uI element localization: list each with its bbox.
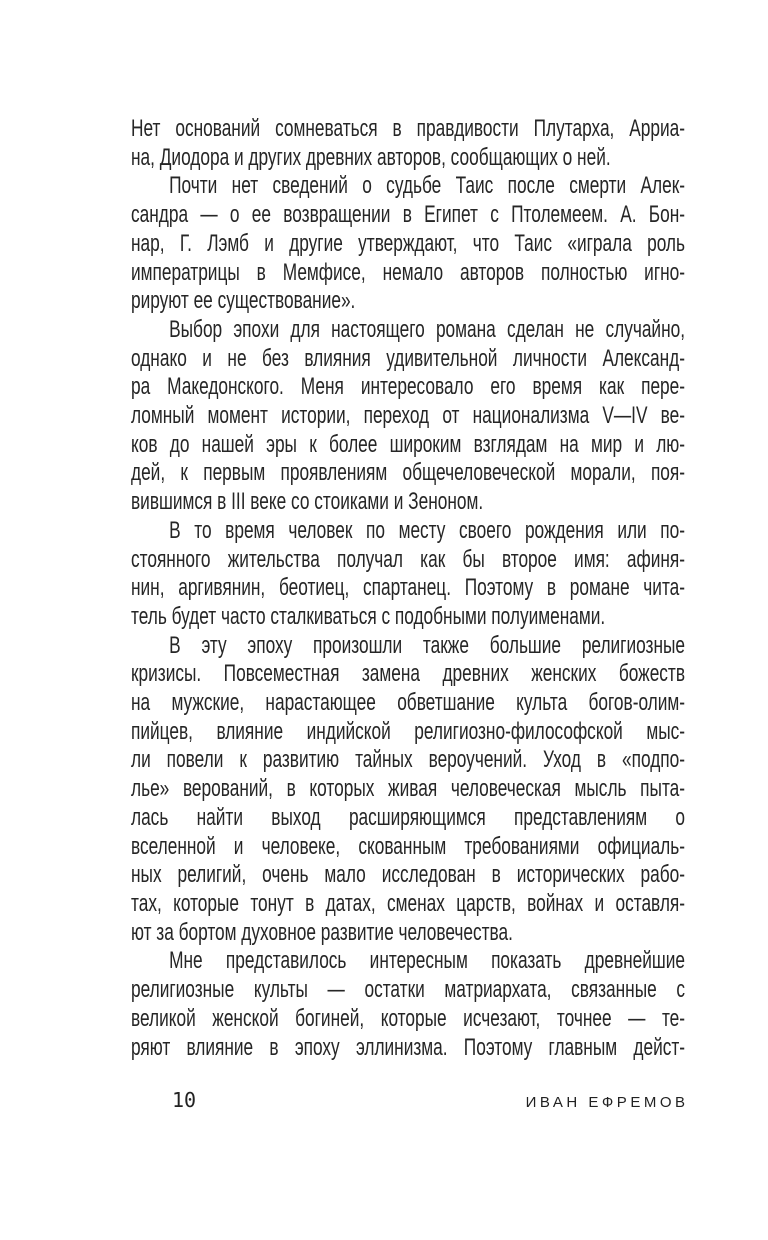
text-line: ра Македонского. Меня интересовало его время как пере- [131, 373, 686, 401]
text-line: ломный момент истории, переход от национализма V—IV ве- [131, 402, 686, 430]
text-line: на, Диодора и других древних авторов, сообщающих о ней. [131, 143, 611, 171]
text-line: ли повели к развитию тайных вероучений. Уход в «подпо- [131, 746, 686, 774]
text-line: нин, аргивянин, беотиец, спартанец. Поэтому в романе чита- [131, 574, 686, 602]
text-line: императрицы в Мемфисе, немало авторов полностью игно- [131, 258, 686, 286]
text-line: вселенной и человеке, скованным требованиями официаль- [131, 832, 686, 860]
text-line: великой женской богиней, которые исчезают, точнее — те- [131, 1004, 686, 1032]
text-line: вившимся в III веке со стоиками и Зеноном. [131, 488, 484, 516]
text-line: тель будет часто сталкиваться с подобными полуименами. [131, 602, 606, 630]
text-line: рируют ее существование». [131, 287, 356, 315]
text-line: нар, Г. Лэмб и другие утверждают, что Таис «играла роль [131, 229, 686, 257]
text-line: ют за бортом духовное развитие человечества. [131, 918, 513, 946]
text-line: ков до нашей эры к более широким взглядам на мир и лю- [131, 430, 686, 458]
text-line: В эту эпоху произошли также большие религиозные [169, 631, 686, 659]
text-line: Нет оснований сомневаться в правдивости Плутарха, Арриа- [131, 115, 686, 142]
text-line: Выбор эпохи для настоящего романа сделан не случайно, [169, 315, 686, 343]
page-text [131, 115, 685, 1062]
page-number: 10 [172, 1088, 197, 1112]
text-line: пийцев, влияние индийской религиозно-философской мыс- [131, 717, 686, 745]
text-line: лье» верований, в которых живая человеческая мысль пыта- [131, 775, 686, 803]
text-line: тах, которые тонут в датах, сменах царств, войнах и оставля- [131, 889, 686, 917]
paragraph [131, 115, 685, 172]
text-line: сандра — о ее возвращении в Египет с Птолемеем. А. Бон- [131, 201, 686, 229]
text-line: религиозные культы — остатки матриархата, связанные с [131, 976, 686, 1004]
text-line: лась найти выход расширяющимся представлениям о [131, 803, 686, 831]
text-line: на мужские, нарастающее обветшание культа богов-олим- [131, 689, 686, 717]
text-line: дей, к первым проявлениям общечеловеческой морали, поя- [131, 459, 686, 487]
text-line: ных религий, очень мало исследован в исторических рабо- [131, 861, 686, 889]
paragraph [131, 947, 685, 1062]
running-title-author: ИВАН ЕФРЕМОВ [525, 1094, 689, 1111]
paragraph [131, 172, 685, 316]
paragraph [131, 316, 685, 517]
page-footer [131, 1088, 689, 1112]
text-line: ряют влияние в эпоху эллинизма. Поэтому главным дейст- [131, 1033, 686, 1061]
paragraph [131, 517, 685, 632]
text-line: однако и не без влияния удивительной личности Александ- [131, 344, 686, 372]
text-line: Почти нет сведений о судьбе Таис после смерти Алек- [169, 172, 686, 200]
text-line: Мне представилось интересным показать древнейшие [169, 947, 686, 975]
text-line: стоянного жительства получал как бы второе имя: афиня- [131, 545, 686, 573]
text-line: кризисы. Повсеместная замена древних женских божеств [131, 660, 686, 688]
paragraph [131, 632, 685, 948]
text-line: В то время человек по месту своего рождения или по- [169, 516, 686, 544]
